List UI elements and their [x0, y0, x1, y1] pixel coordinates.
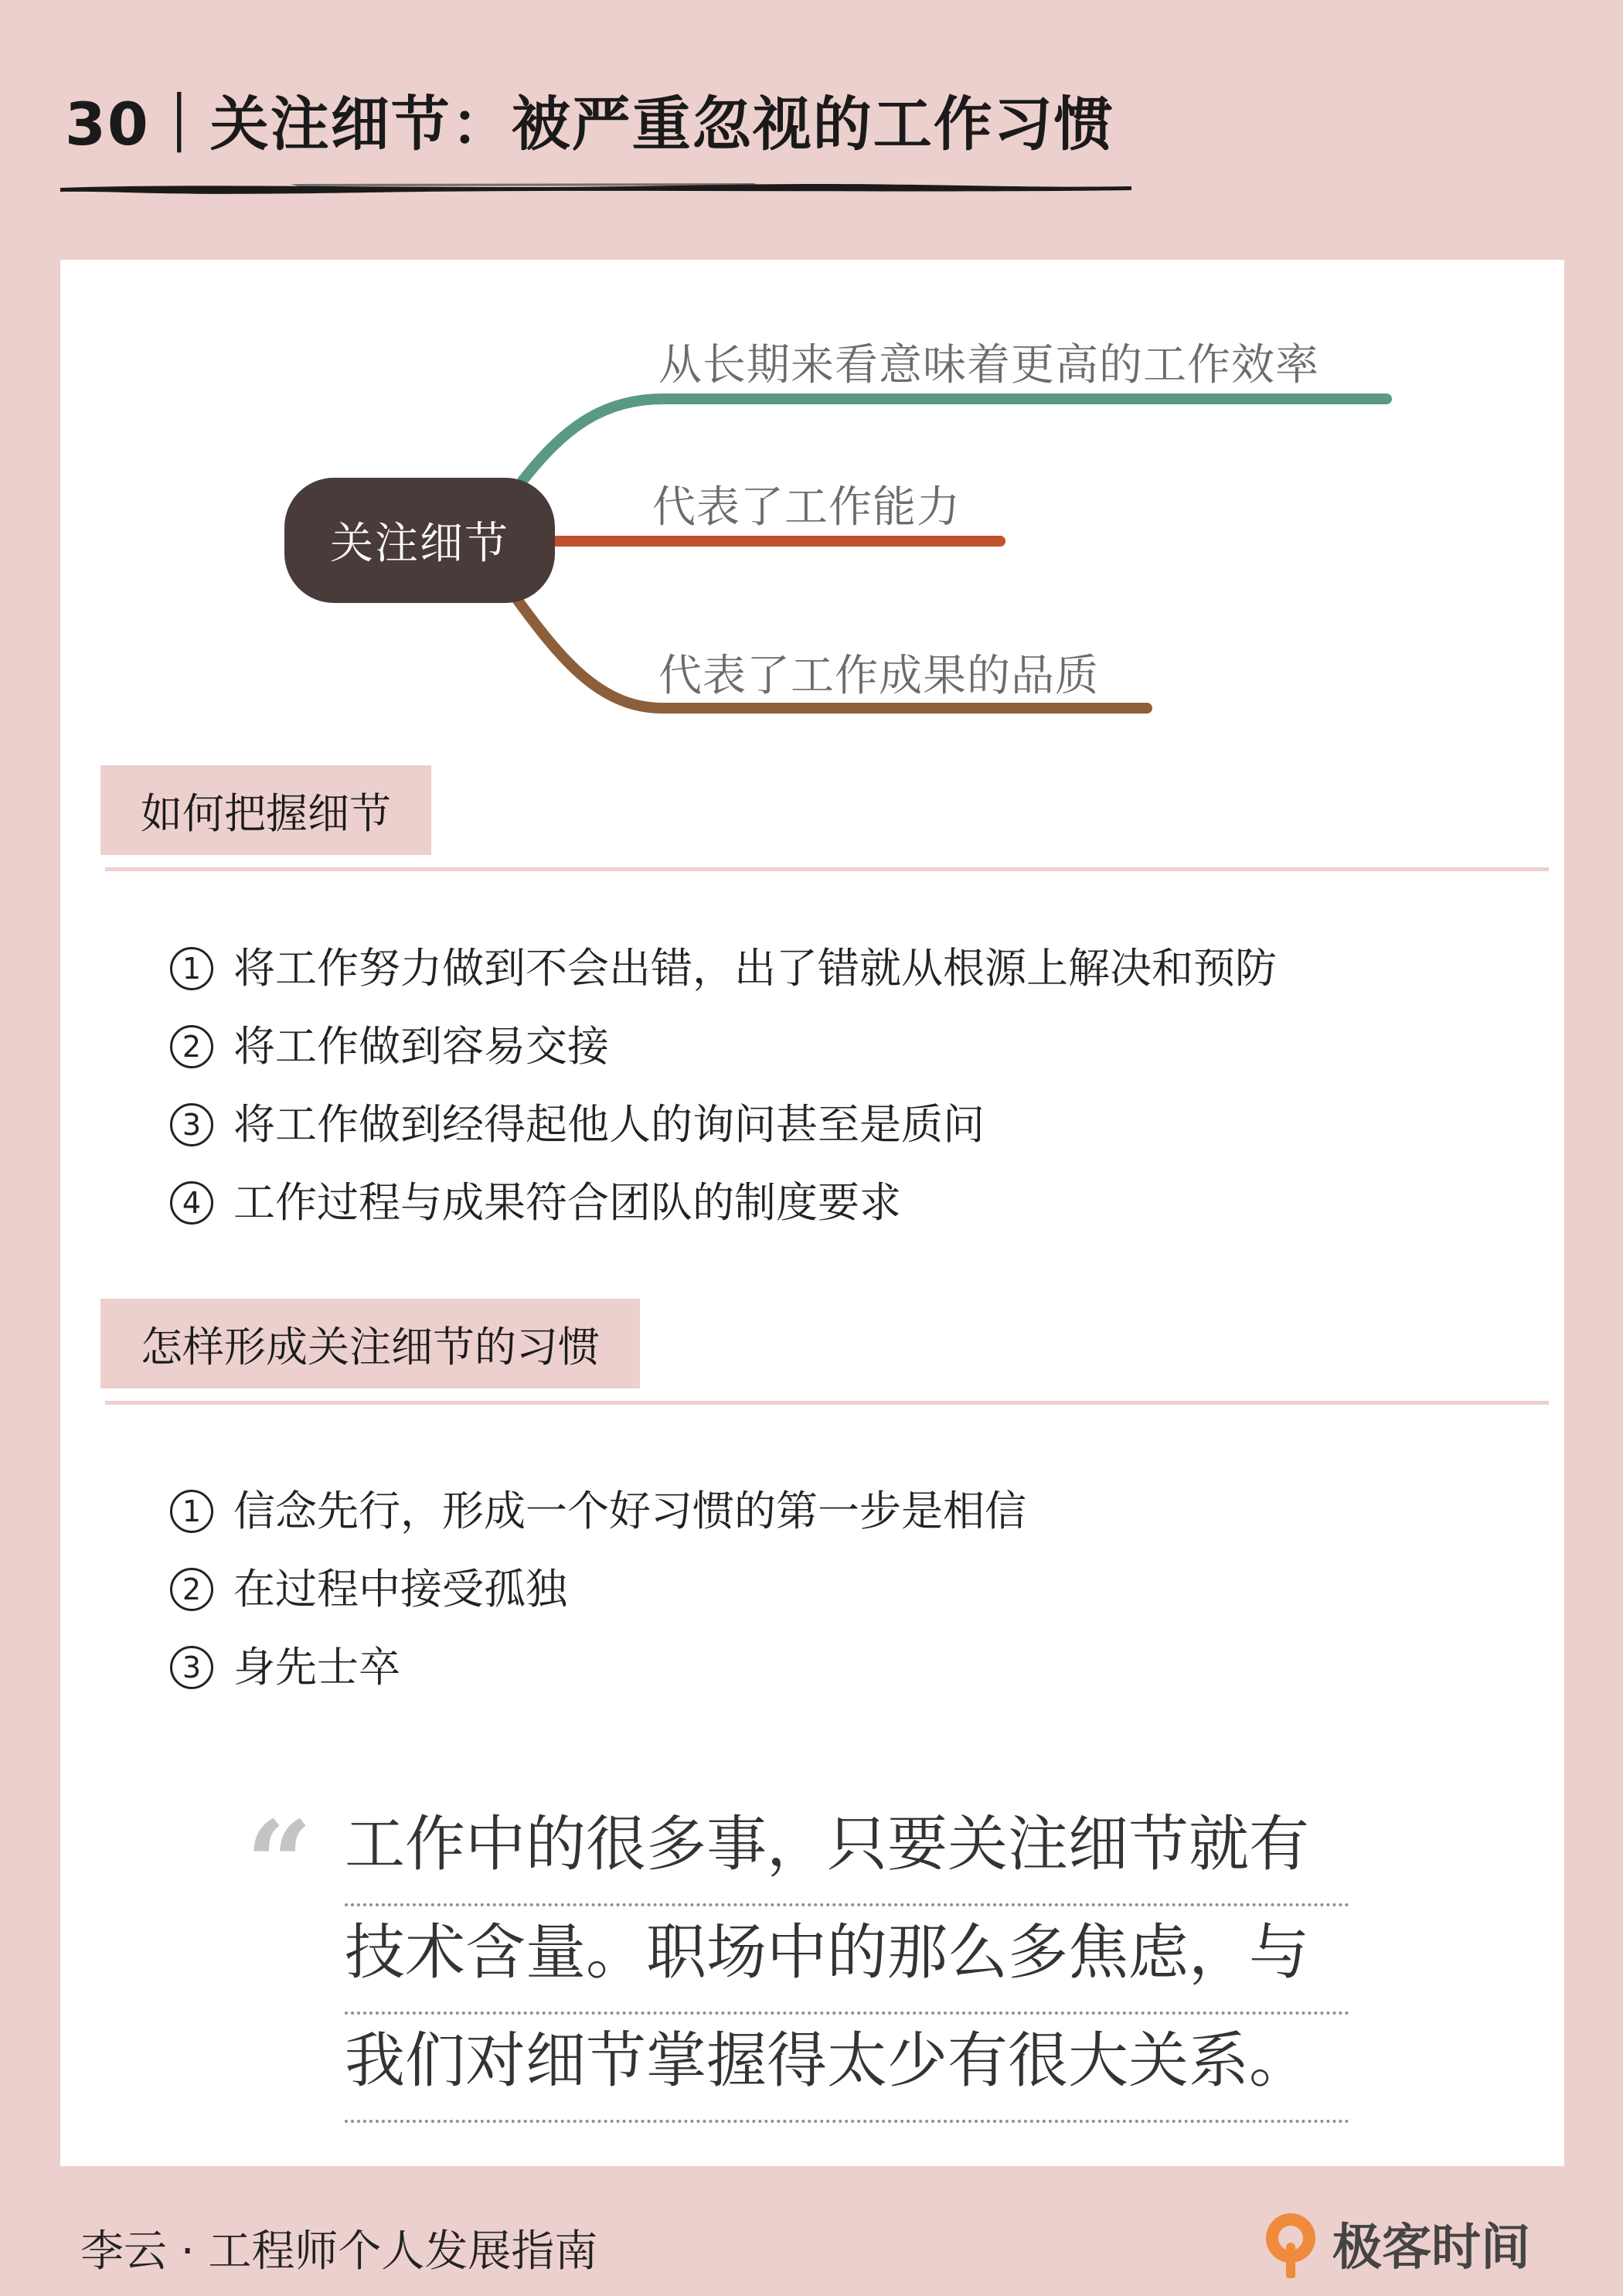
quote-line: 工作中的很多事，只要关注细节就有 [345, 1798, 1349, 1906]
footer-brand [1260, 2208, 1530, 2279]
branch-label-1: 从长期来看意味着更高的工作效率 [658, 340, 1319, 390]
grasp-details-list [170, 929, 1277, 1242]
quote-line: 我们对细节掌握得太少有很大关系。 [345, 2015, 1349, 2123]
circled-number: 3 [170, 1103, 213, 1146]
branch-label-2: 代表了工作能力 [652, 482, 961, 533]
circled-number: 1 [170, 1490, 213, 1533]
list-item-text: 将工作做到容易交接 [233, 1022, 609, 1071]
footer-author-course: 李云 · 工程师个人发展指南 [80, 2226, 598, 2277]
section-divider [105, 1401, 1549, 1405]
list-item-text: 信念先行，形成一个好习惯的第一步是相信 [233, 1487, 1026, 1535]
section-title-form-habit: 怎样形成关注细节的习惯 [100, 1299, 640, 1388]
branch-label-3: 代表了工作成果的品质 [658, 651, 1099, 701]
list-item [170, 1472, 1026, 1550]
section-divider [105, 867, 1549, 871]
circled-number: 4 [170, 1181, 213, 1225]
circled-number: 1 [170, 947, 213, 990]
list-item-text: 将工作努力做到不会出错，出了错就从根源上解决和预防 [233, 944, 1277, 993]
list-item [170, 1628, 1026, 1706]
brush-underline [59, 179, 1133, 196]
page-title: 30｜关注细节：被严重忽视的工作习惯 [65, 90, 1114, 158]
list-item [170, 1550, 1026, 1628]
list-item-text: 在过程中接受孤独 [233, 1565, 567, 1613]
circled-number: 2 [170, 1025, 213, 1068]
list-item [170, 1085, 1277, 1163]
mindmap-center-node: 关注细节 [284, 478, 555, 603]
branch-line-1 [522, 399, 1387, 481]
brand-name: 极客时间 [1332, 2219, 1530, 2277]
circled-number: 2 [170, 1568, 213, 1611]
quote-line: 技术含量。职场中的那么多焦虑，与 [345, 1906, 1349, 2015]
list-item [170, 1007, 1277, 1085]
list-item-text: 工作过程与成果符合团队的制度要求 [233, 1178, 901, 1227]
quote-mark-icon: “ [246, 1796, 313, 1932]
geektime-logo-icon [1260, 2209, 1322, 2278]
content-card [60, 260, 1564, 2166]
list-item [170, 1163, 1277, 1242]
list-item-text: 将工作做到经得起他人的询问甚至是质问 [233, 1100, 985, 1149]
pull-quote [345, 1798, 1349, 2123]
section-title-grasp-details: 如何把握细节 [100, 765, 431, 855]
circled-number: 3 [170, 1646, 213, 1689]
list-item [170, 929, 1277, 1007]
list-item-text: 身先士卒 [233, 1643, 400, 1691]
form-habit-list [170, 1472, 1026, 1706]
